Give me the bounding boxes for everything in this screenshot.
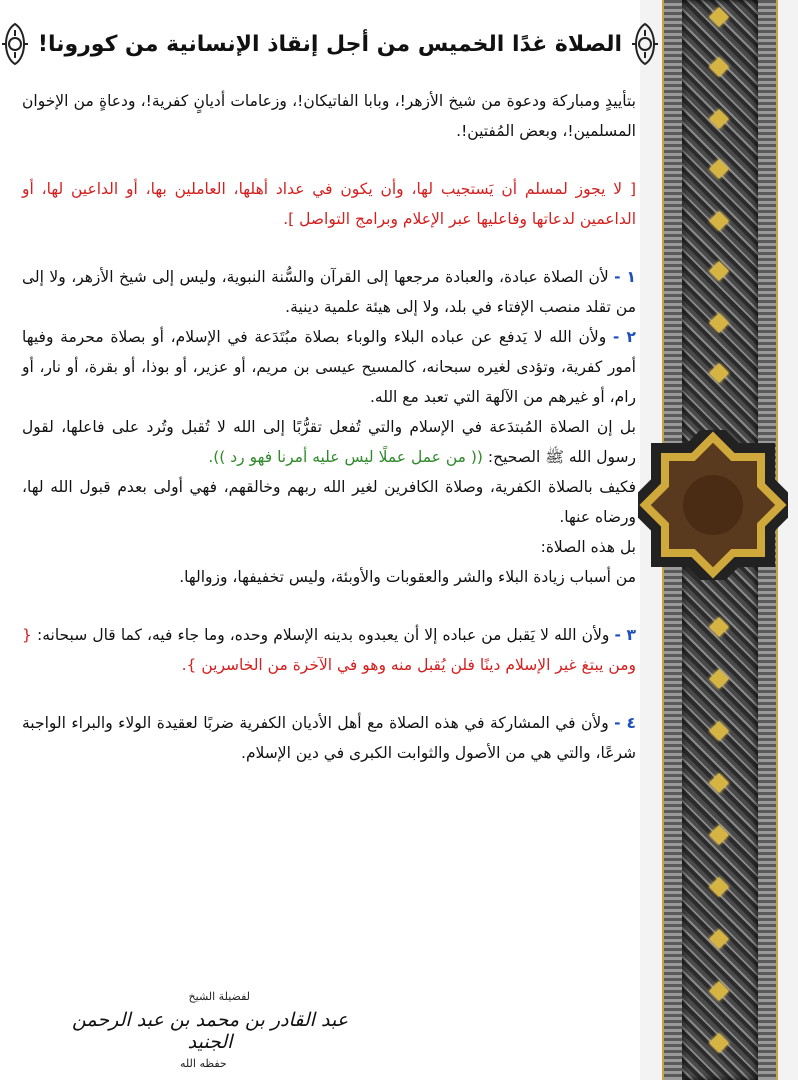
point-text: لأن الصلاة عبادة، والعبادة مرجعها إلى القرآن والسُّنة النبوية، وليس إلى شيخ الأزهر، ولا إلى من تقلد منصب الإفتاء في بلد، ولا إلى هيئة علمية دينية. [22,268,636,316]
gold-stud-icon [709,1033,729,1053]
point-3 [22,620,636,680]
signature-name: عبد القادر بن محمد بن عبد الرحمن الجنيد [71,1009,349,1053]
gold-stud-icon [709,261,729,281]
hadith-intro: بل إن الصلاة المُبتدَعة في الإسلام والتي تُفعل تقرُّبًا إلى الله لا تُقبل وتُرد على فاعلها، لقول رسول الله ﷺ الصحيح: [22,418,636,466]
point-number: ٢ - [612,328,636,346]
signature-top: لفضيلة الشيخ [188,990,250,1003]
point-4 [22,708,636,768]
ruling-paragraph: [ لا يجوز لمسلم أن يَستجيب لها، وأن يكون في عداد أهلها، العاملين بها، أو الداعين لها، أو الداعمين لدعاتها وفاعليها عبر الإعلام وبرامج التواصل ]. [22,180,636,228]
point-text: ولأن الله لا يَقبل من عباده إلا أن يعبدوه بدينه الإسلام وحده، وما جاء فيه، كما قال سبحانه: [36,626,610,644]
floral-ornament-icon [628,21,662,67]
title-row [20,12,640,76]
gold-stud-icon [709,7,729,27]
signature [60,990,360,1076]
gold-stud-icon [709,617,729,637]
point-text: ولأن في المشاركة في هذه الصلاة مع أهل الأديان الكفرية ضربًا لعقيدة الولاء والبراء الواجبة شرعًا، والتي هي من الأصول والثوابت الكبرى في دين الإسلام. [22,714,636,762]
gold-stud-icon [709,981,729,1001]
gold-stud-icon [709,721,729,741]
hadith-quote: (( من عمل عملًا ليس عليه أمرنا فهو رد )). [208,448,483,466]
gold-stud-icon [709,773,729,793]
gold-stud-icon [709,929,729,949]
gold-stud-icon [709,159,729,179]
gold-stud-icon [709,211,729,231]
point-1 [22,262,636,322]
gold-stud-icon [709,109,729,129]
signature-bottom: حفظه الله [180,1057,227,1070]
point-number: ٣ - [614,626,636,644]
intro-paragraph: بتأييدٍ ومباركة ودعوة من شيخ الأزهر!، وبابا الفاتيكان!، وزعامات أديانٍ كفرية!، ودعاةٍ من الإخوان المسلمين!، وبعض المُفتين!. [22,92,636,140]
point-number: ١ - [614,268,636,286]
gold-stud-icon [709,313,729,333]
gold-stud-icon [709,363,729,383]
eight-point-star-icon [638,430,788,580]
bal-paragraph: بل هذه الصلاة: [540,538,636,556]
gold-stud-icon [709,877,729,897]
point-number: ٤ - [614,714,636,732]
causes-paragraph: من أسباب زيادة البلاء والشر والعقوبات والأوبئة، وليس تخفيفها، وزوالها. [179,568,636,586]
floral-ornament-icon [0,21,32,67]
page-title: الصلاة غدًا الخميس من أجل إنقاذ الإنسانية من كورونا! [37,31,623,57]
point-text: ولأن الله لا يَدفع عن عباده البلاء والوباء بصلاة مبُتَدَعة في الإسلام، أو بصلاة محرمة وفيها أمور كفرية، وتؤدى لغيره سبحانه، كالمسيح عيسى بن مريم، أو عزير، أو بوذا، أو بقرة، أو نار، أو رام، أو غيرهم من الآلهة التي تعبد مع الله. [22,328,636,406]
gold-stud-icon [709,825,729,845]
hadith-paragraph [22,412,636,472]
point-2 [22,322,636,412]
gold-stud-icon [709,57,729,77]
gold-stud-icon [709,669,729,689]
quran-quote: { ومن يبتغ غير الإسلام دينًا فلن يُقبل منه وهو في الآخرة من الخاسرين }. [22,626,636,674]
article-body [22,86,636,768]
kafir-paragraph: فكيف بالصلاة الكفرية، وصلاة الكافرين لغير الله ربهم وخالقهم، فهي أولى بعدم قبول الله لها، ورضاه عنها. [22,478,636,526]
